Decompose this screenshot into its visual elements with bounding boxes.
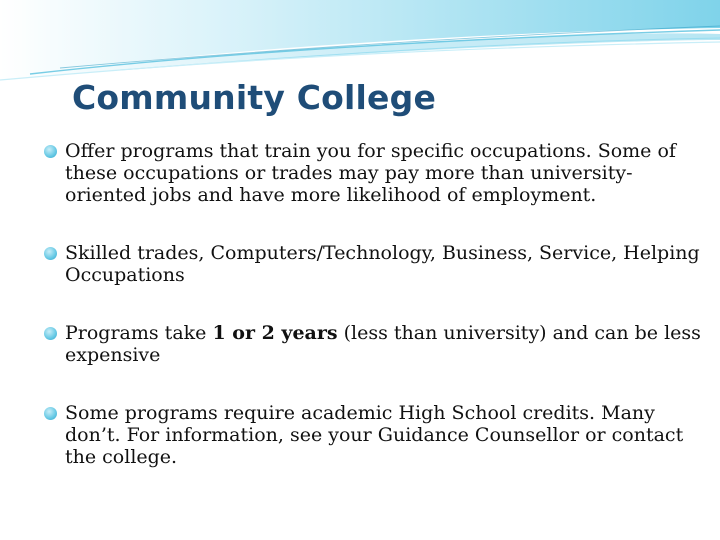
bullet-text: Skilled trades, Computers/Technology, Business, Service, Helping Occupations bbox=[65, 242, 700, 286]
bullet-text: Some programs require academic High School credits. Many don’t. For information, see your Guidance Counsellor or contact the college. bbox=[65, 402, 684, 468]
bullet-text-emphasis: 1 or 2 years bbox=[212, 322, 338, 344]
bullet-item-3 bbox=[44, 322, 704, 366]
bullet-list bbox=[44, 140, 704, 468]
circle-bullet-icon bbox=[44, 145, 57, 158]
bullet-text-after: (less than university) and can be less expensive bbox=[65, 322, 701, 366]
slide-title: Community College bbox=[72, 78, 437, 117]
bullet-item-4 bbox=[44, 402, 704, 468]
circle-bullet-icon bbox=[44, 407, 57, 420]
circle-bullet-icon bbox=[44, 247, 57, 260]
wave-banner-graphic bbox=[0, 0, 720, 90]
bullet-item-1 bbox=[44, 140, 704, 206]
circle-bullet-icon bbox=[44, 327, 57, 340]
bullet-text: Offer programs that train you for specific occupations. Some of these occupations or trades may pay more than university-oriented jobs and have more likelihood of employment. bbox=[65, 140, 676, 206]
bullet-item-2 bbox=[44, 242, 704, 286]
bullet-text-before: Programs take bbox=[65, 322, 213, 344]
